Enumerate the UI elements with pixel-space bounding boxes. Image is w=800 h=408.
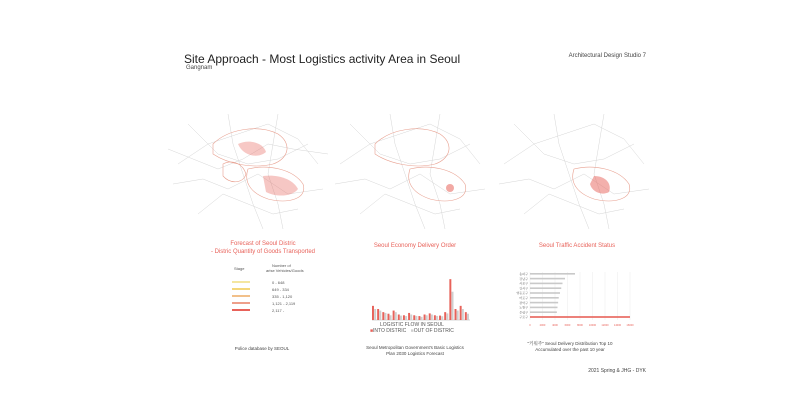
chart2-category-label: 영등포구 — [516, 291, 528, 296]
panel-2-note — [352, 345, 478, 357]
legend-label: 1,121 - 2,119 — [272, 301, 296, 306]
legend-head-right-2: arise Vehicles/Goods — [266, 268, 304, 273]
chart2-category-label: 마포구 — [519, 296, 528, 300]
chart1-bar — [390, 315, 392, 320]
chart1-bar — [405, 316, 407, 320]
legend-head-right-1: Number of — [272, 263, 291, 268]
chart1-bar — [387, 314, 389, 320]
chart1-bar — [452, 292, 454, 320]
legend-swatch — [232, 309, 250, 311]
chart2-tick-label: 10000 — [588, 324, 597, 327]
legend-out-swatch: ■ — [410, 328, 414, 334]
panel-2-note-line1: Seoul Metropolitan Government's Basic Logistics — [366, 345, 464, 350]
chart1-bar — [439, 316, 441, 320]
footer-credit: 2021 Spring & JHG - DYK — [588, 368, 646, 374]
panel-2-caption-line1: Seoul Economy Delivery Order — [373, 243, 457, 249]
chart1-bar — [424, 315, 426, 321]
legend-out-label: OUT OF DISTRIC — [413, 328, 454, 334]
legend-label: 0 - 648 — [272, 280, 285, 285]
chart1-bar — [372, 306, 374, 320]
chart1-bar — [465, 312, 467, 320]
legend-into-label: INTO DISTRIC — [373, 328, 407, 334]
chart1-bar — [449, 279, 451, 320]
chart2-tick-label: 0 — [529, 324, 531, 327]
panel-1-note: Police database by SEOUL — [234, 346, 290, 351]
chart2-category-label: 관악구 — [519, 300, 528, 305]
chart1-bar — [384, 313, 386, 320]
legend-swatch — [232, 302, 250, 304]
chart1-bar — [374, 309, 376, 320]
page-title — [184, 52, 460, 66]
chart1-bar — [431, 315, 433, 321]
chart1-bar — [457, 311, 459, 320]
legend-swatch — [232, 295, 250, 297]
chart1-bar — [379, 311, 381, 320]
chart2-bar — [530, 316, 630, 318]
title-main: Site Approach — [184, 52, 259, 66]
chart1-bar — [398, 315, 400, 321]
chart1-bar — [436, 316, 438, 320]
chart1-bar — [400, 316, 402, 320]
chart2-category-label: 서초구 — [519, 281, 528, 286]
chart1-bar — [467, 314, 469, 320]
chart2-bar — [530, 287, 561, 289]
chart1-bar — [413, 315, 415, 320]
chart2-category-label: 은평구 — [519, 310, 528, 315]
panel-3-note — [510, 341, 630, 353]
panel-3-caption — [522, 242, 632, 250]
panel-1-caption-line2: - Distric Quantity of Goods Transported — [210, 249, 316, 255]
chart1-bar — [421, 317, 423, 320]
delivery-top10-chart — [506, 270, 636, 332]
panel-3-note-line2: Accumulated over the past 10 year — [535, 347, 605, 352]
chart2-category-label: 강서구 — [519, 286, 528, 291]
chart1-bar — [415, 316, 417, 320]
legend-label: 649 - 334 — [272, 287, 289, 292]
chart1-legend — [370, 328, 454, 334]
chart2-bar — [530, 292, 560, 294]
chart1-bar — [434, 315, 436, 320]
chart1-bar — [444, 312, 446, 320]
chart1-bar — [446, 313, 448, 320]
legend-label: 335 - 1,120 — [272, 294, 293, 299]
chart1-bar — [410, 315, 412, 321]
chart1-bar — [382, 312, 384, 320]
panel-2-note-line2: Plan 2030 Logistics Forecast — [386, 351, 444, 356]
map-economy-delivery — [330, 104, 490, 236]
panel-1-caption-line1: Forecast of Seoul Distric — [230, 241, 296, 247]
panel-3-note-line1: "키워주" Seoul Delivery Distribution Top 10 — [527, 341, 613, 346]
chart2-bar — [530, 311, 557, 313]
chart1-bar — [393, 311, 395, 320]
panel-3-caption-line1: Seoul Traffic Accident Status — [538, 243, 616, 249]
chart1-bar — [462, 309, 464, 320]
chart1-bar — [429, 313, 431, 320]
logistic-flow-chart — [366, 272, 470, 322]
chart1-bar — [455, 309, 457, 320]
chart2-tick-label: 2000 — [539, 324, 546, 327]
chart1-bar — [441, 316, 443, 320]
chart1-bar — [418, 316, 420, 320]
legend-into-swatch: ■ — [370, 328, 374, 334]
chart1-bar — [460, 306, 462, 320]
title-rest: - Most Logistics activity Area in Seoul — [258, 52, 461, 66]
chart1-bar — [377, 309, 379, 320]
chart2-tick-label: 8000 — [577, 324, 583, 327]
chart1-title: LOGISTIC FLOW IN SEOUL — [380, 322, 444, 328]
chart2-bar — [530, 307, 558, 309]
chart2-tick-label: 16000 — [626, 324, 634, 327]
chart2-tick-label: 4000 — [552, 324, 558, 327]
chart2-tick-label: 12000 — [601, 324, 609, 327]
chart2-bar — [530, 273, 575, 275]
chart2-tick-label: 6000 — [564, 324, 571, 327]
chart1-bar — [426, 315, 428, 320]
panel-1-caption — [208, 240, 318, 256]
legend-swatch — [232, 288, 250, 290]
legend-swatch — [232, 281, 250, 283]
chart1-bar — [408, 313, 410, 320]
legend-head-left: Stage — [234, 266, 245, 271]
page-subtitle: Gangnam — [186, 65, 213, 71]
chart2-category-label: 노원구 — [519, 305, 528, 310]
chart2-category-label: 송파구 — [519, 272, 528, 276]
chart2-category-label: 구로구 — [519, 315, 528, 320]
chart1-bar — [403, 315, 405, 320]
legend-label: 2,117 - — [272, 308, 285, 313]
chart2-bar — [530, 278, 565, 280]
chart2-category-label: 강남구 — [519, 276, 528, 281]
map-district-goods — [168, 104, 328, 236]
map-traffic-accident — [494, 104, 654, 236]
chart1-bar — [395, 312, 397, 320]
chart2-bar — [530, 283, 563, 285]
studio-label: Architectural Design Studio 7 — [568, 53, 646, 59]
panel-2-caption — [360, 242, 470, 250]
chart2-bar — [530, 302, 558, 304]
chart2-tick-label: 14000 — [613, 324, 622, 327]
chart2-bar — [530, 297, 559, 299]
